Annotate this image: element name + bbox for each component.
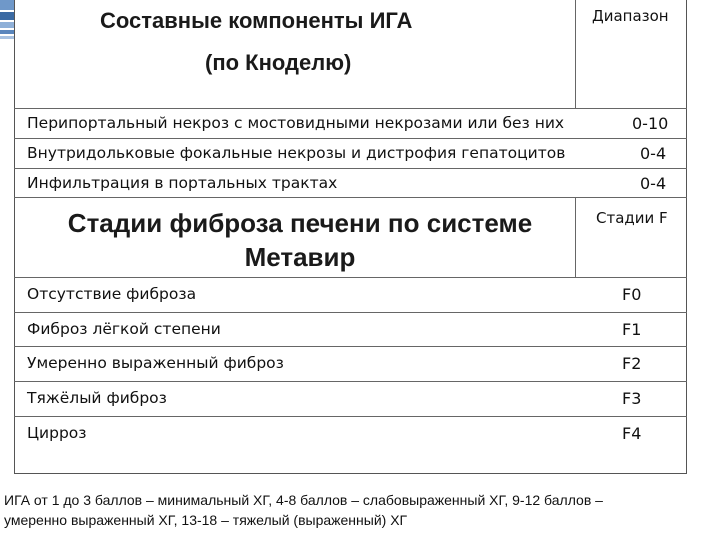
decorative-accent: [0, 36, 14, 39]
decorative-accent: [0, 0, 14, 10]
table-row-label: Фиброз лёгкой степени: [27, 320, 221, 338]
row-divider: [14, 168, 687, 169]
section2-title: [40, 206, 560, 274]
footnote-line2: умеренно выраженный ХГ, 13-18 – тяжелый (выраженный) ХГ: [4, 512, 408, 528]
row-divider: [14, 416, 687, 417]
row-divider: [14, 197, 687, 198]
decorative-accent: [0, 22, 14, 28]
table-row-value: F3: [622, 389, 642, 408]
row-divider: [14, 381, 687, 382]
table-row-value: 0-10: [632, 114, 669, 133]
decorative-accent: [0, 30, 14, 34]
row-divider: [14, 138, 687, 139]
column-divider: [575, 0, 576, 108]
footnote: [4, 490, 716, 530]
section1-column-header: Диапазон: [592, 7, 669, 25]
column-divider: [575, 197, 576, 277]
table-row-value: F4: [622, 424, 642, 443]
table-row-label: Цирроз: [27, 424, 87, 442]
table-row-label: Умеренно выраженный фиброз: [27, 354, 284, 372]
row-divider: [14, 312, 687, 313]
row-divider: [14, 346, 687, 347]
section1-title: Составные компоненты ИГА: [100, 8, 413, 33]
table-row-label: Тяжёлый фиброз: [27, 389, 167, 407]
decorative-accent: [0, 12, 14, 20]
footnote-line1: ИГА от 1 до 3 баллов – минимальный ХГ, 4-8 баллов – слабовыраженный ХГ, 9-12 баллов –: [4, 492, 603, 508]
table-row-value: F0: [622, 285, 642, 304]
table-row-value: 0-4: [640, 174, 667, 193]
section2-title-line2: Метавир: [244, 242, 356, 272]
table-row-label: Внутридольковые фокальные некрозы и дистрофия гепатоцитов: [27, 144, 566, 162]
section2-column-header: Стадии F: [596, 209, 668, 227]
section1-subtitle: (по Кноделю): [205, 50, 352, 75]
table-row-value: F1: [622, 320, 642, 339]
row-divider: [14, 108, 687, 109]
table-row-value: 0-4: [640, 144, 667, 163]
table-row-label: Перипортальный некроз с мостовидными некрозами или без них: [27, 114, 565, 132]
table-row-label: Отсутствие фиброза: [27, 285, 197, 303]
row-divider: [14, 277, 687, 278]
section2-title-line1: Стадии фиброза печени по системе: [67, 208, 533, 238]
table-row-label: Инфильтрация в портальных трактах: [27, 174, 338, 192]
table-row-value: F2: [622, 354, 642, 373]
